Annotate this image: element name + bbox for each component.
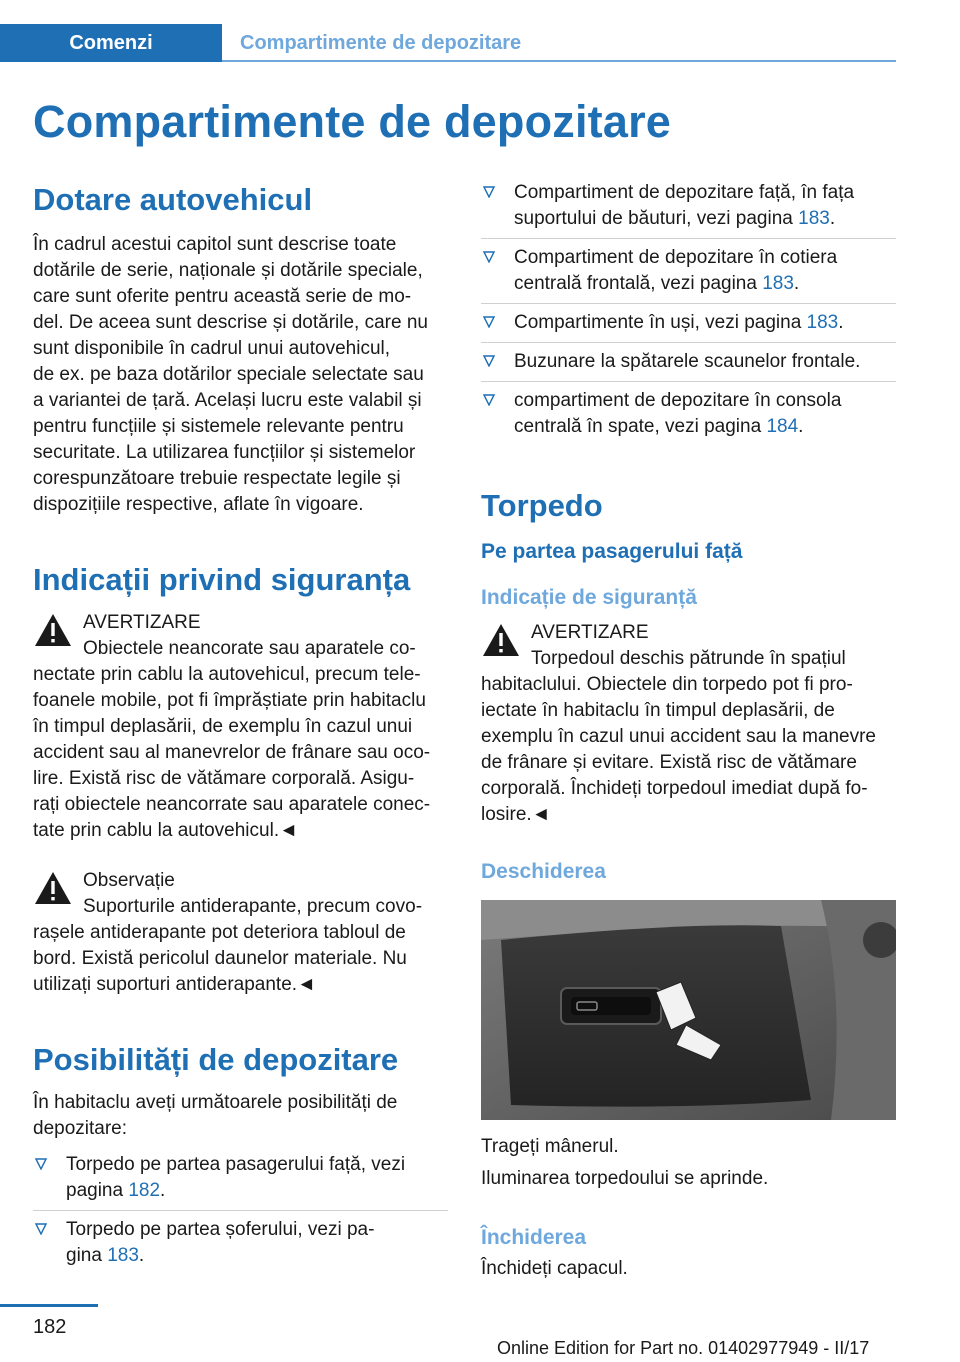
text-line: Buzunare la spătarele scaunelor frontale. (514, 351, 861, 372)
close-step: Închideți capacul. (481, 1258, 628, 1279)
list-item (481, 388, 896, 446)
page-number: 182 (33, 1316, 67, 1338)
text-line: accident sau al manevrelor de frânare sau oco- (33, 742, 431, 763)
text-line: care sunt oferite pentru această serie de mo- (33, 286, 412, 307)
text-line: . (138, 1245, 145, 1266)
text-line: exemplu în cazul unui accident sau la manevre (481, 726, 877, 747)
open-step-1: Trageți mânerul. (481, 1136, 619, 1157)
text-line: . (793, 273, 800, 294)
triangle-bullet-icon (483, 186, 495, 198)
page-link-183[interactable]: 183 (806, 312, 839, 333)
footer-edition: Online Edition for Part no. 01402977949 - II/17 (497, 1338, 870, 1358)
left-column (33, 180, 448, 1281)
warning-block-2 (33, 868, 448, 998)
text-line: corporală. Închideți torpedoul imediat după fo- (481, 778, 868, 799)
warning-label: AVERTIZARE (83, 612, 201, 633)
page-title: Compartimente de depozitare (33, 96, 672, 147)
text-line: În cadrul acestui capitol sunt descrise toate (33, 234, 397, 255)
list-item (481, 180, 896, 239)
warning-triangle-icon (33, 870, 73, 906)
subsubsection-title-indicatie: Indicație de siguranță (481, 586, 697, 609)
right-column (481, 180, 896, 1282)
warning-label: Observație (83, 870, 175, 891)
text-line: Compartiment de depozitare în cotiera (514, 247, 838, 268)
list-item (33, 1152, 448, 1211)
text-line: rați obiectele neancorrate sau aparatele conec- (33, 794, 431, 815)
text-line: Torpedo pe partea șoferului, vezi pa- (66, 1219, 375, 1240)
text-line: gina (66, 1245, 108, 1266)
storage-list-right (481, 180, 896, 446)
text-line: utilizați suporturi antiderapante.◄ (33, 974, 316, 995)
text-line: de frânare și evitare. Există risc de vătămare (481, 752, 857, 773)
text-line: . (838, 312, 844, 333)
open-step-2: Iluminarea torpedoului se aprinde. (481, 1168, 769, 1189)
text-line: în timpul deplasării, de exemplu în cazul unui (33, 716, 413, 737)
subsection-title-pasager: Pe partea pasagerului față (481, 540, 743, 563)
text-line: corespunzătoare trebuie respectate legile și (33, 468, 401, 489)
triangle-bullet-icon (35, 1158, 47, 1170)
text-line: nectate prin cablu la autovehicul, precum tele- (33, 664, 421, 685)
section-title-dotare: Dotare autovehicul (33, 182, 313, 217)
section-title-posibilitati: Posibilități de depozitare (33, 1042, 399, 1077)
text-line: dispozițiile respective, aflate în vigoare. (33, 494, 364, 515)
warning-triangle-icon (481, 622, 521, 658)
text-line: depozitare: (33, 1118, 128, 1139)
page-link-183[interactable]: 183 (107, 1245, 139, 1266)
text-line: În habitaclu aveți următoarele posibilități de (33, 1092, 398, 1113)
text-line: Suporturile antiderapante, precum covo- (83, 896, 423, 917)
triangle-bullet-icon (483, 251, 495, 263)
dotare-paragraph (33, 232, 448, 518)
list-item (33, 1217, 448, 1275)
section-title-siguranta: Indicații privind siguranța (33, 562, 411, 597)
warning-block-1 (33, 610, 448, 844)
text-line: dotările de serie, naționale și dotările speciale, (33, 260, 423, 281)
triangle-bullet-icon (35, 1223, 47, 1235)
text-line: Torpedoul deschis pătrunde în spațiul (531, 648, 846, 669)
page-link-183[interactable]: 183 (798, 208, 830, 229)
text-line: Compartiment de depozitare față, în fața (514, 182, 855, 203)
triangle-bullet-icon (483, 316, 495, 328)
text-line: de ex. pe baza dotărilor speciale selectate sau (33, 364, 424, 385)
list-item (481, 245, 896, 304)
footer-rule (0, 1304, 98, 1307)
text-line: compartiment de depozitare în consola (514, 390, 842, 411)
header-tab-section[interactable]: Compartimente de depozitare (240, 31, 522, 54)
warning-block-3 (481, 620, 896, 828)
text-line: tate prin cablu la autovehicul.◄ (33, 820, 298, 841)
page-link-183[interactable]: 183 (762, 273, 794, 294)
triangle-bullet-icon (483, 355, 495, 367)
triangle-bullet-icon (483, 394, 495, 406)
text-line: centrală frontală, vezi pagina (514, 273, 763, 294)
text-line: foanele mobile, pot fi împrăștiate prin habitaclu (33, 690, 426, 711)
text-line: iectate în habitaclu în timpul deplasării, de (481, 700, 835, 721)
text-line: bord. Există pericolul daunelor materiale. Nu (33, 948, 407, 969)
list-item (481, 310, 896, 343)
list-item (481, 349, 896, 382)
subsubsection-title-inchiderea: Închiderea (481, 1226, 587, 1249)
header-rule (222, 60, 896, 62)
text-line: losire.◄ (481, 804, 551, 825)
text-line: lire. Există risc de vătămare corporală. Asigu- (33, 768, 415, 789)
subsubsection-title-deschiderea: Deschiderea (481, 860, 606, 883)
header-tab-comenzi[interactable]: Comenzi (0, 24, 222, 62)
page-link-182[interactable]: 182 (128, 1180, 161, 1201)
glovebox-photo (481, 900, 896, 1120)
text-line: a variantei de țară. Același lucru este valabil și (33, 390, 422, 411)
text-line: habitaclului. Obiectele din torpedo pot fi pro- (481, 674, 853, 695)
text-line: Torpedo pe partea pasagerului față, vezi (66, 1154, 406, 1175)
warning-triangle-icon (33, 612, 73, 648)
text-line: Obiectele neancorate sau aparatele co- (83, 638, 416, 659)
storage-list-left (33, 1152, 448, 1275)
posibilitati-intro (33, 1090, 448, 1142)
text-line: pagina (66, 1180, 129, 1201)
text-line: securitate. La utilizarea funcțiilor și sistemelor (33, 442, 416, 463)
section-title-torpedo: Torpedo (481, 488, 603, 523)
text-line: pentru funcțiile și sistemele relevante pentru (33, 416, 404, 437)
text-line: sunt disponibile în cadrul unui autovehicul, (33, 338, 391, 359)
text-line: . (829, 208, 836, 229)
text-line: . (798, 416, 804, 437)
text-line: del. De aceea sunt descrise și dotările, care nu (33, 312, 428, 333)
text-line: . (160, 1180, 166, 1201)
text-line: rașele antiderapante pot deteriora tabloul de (33, 922, 406, 943)
text-line: Compartimente în uși, vezi pagina (514, 312, 807, 333)
text-line: centrală în spate, vezi pagina (514, 416, 767, 437)
warning-label: AVERTIZARE (531, 622, 649, 643)
page-link-184[interactable]: 184 (766, 416, 799, 437)
text-line: suportului de băuturi, vezi pagina (514, 208, 799, 229)
